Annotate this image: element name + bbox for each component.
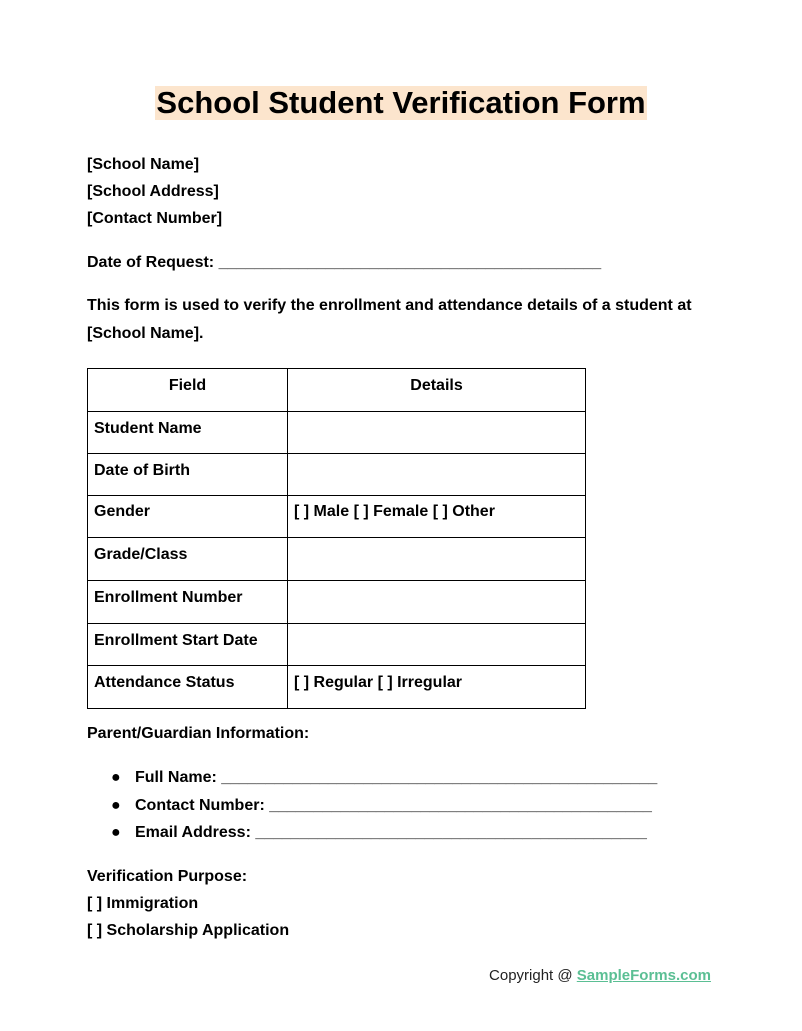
row-label: Enrollment Number [88, 581, 288, 624]
footer-copyright [489, 967, 711, 984]
row-label: Gender [88, 496, 288, 538]
verification-purpose-heading: Verification Purpose: [87, 868, 248, 885]
table-row [88, 454, 586, 496]
row-label: Student Name [88, 412, 288, 454]
row-value[interactable] [288, 454, 586, 496]
table-header-details: Details [288, 369, 586, 412]
intro-paragraph: This form is used to verify the enrollment and attendance details of a student at [School Name]. [87, 297, 692, 342]
row-value-gender[interactable]: [ ] Male [ ] Female [ ] Other [288, 496, 586, 538]
full-name-field[interactable]: Full Name: _________________________________________________ [135, 769, 658, 786]
table-row [88, 496, 586, 538]
bullet-icon: ● [111, 824, 121, 841]
table-row [88, 538, 586, 581]
bullet-icon: ● [111, 769, 121, 786]
option-immigration[interactable]: [ ] Immigration [87, 895, 199, 912]
copyright-text: Copyright @ [489, 967, 577, 984]
list-item[interactable] [87, 821, 657, 849]
list-item[interactable] [87, 766, 657, 794]
email-address-field[interactable]: Email Address: ____________________________________________ [135, 824, 647, 841]
row-label: Grade/Class [88, 538, 288, 581]
row-value[interactable] [288, 538, 586, 581]
row-value[interactable] [288, 581, 586, 624]
brand-link[interactable]: SampleForms.com [576, 967, 711, 984]
table-row [88, 624, 586, 666]
date-of-request-field[interactable]: Date of Request: ___________________________________________ [87, 254, 602, 271]
option-scholarship[interactable]: [ ] Scholarship Application [87, 922, 290, 939]
form-title: School Student Verification Form [156, 85, 646, 120]
contact-number-placeholder: [Contact Number] [87, 210, 223, 227]
school-name-placeholder: [School Name] [87, 156, 200, 173]
table-header-field: Field [88, 369, 288, 412]
list-item[interactable] [87, 794, 657, 822]
table-row [88, 412, 586, 454]
table-row [88, 666, 586, 709]
row-value-attendance[interactable]: [ ] Regular [ ] Irregular [288, 666, 586, 709]
contact-number-field[interactable]: Contact Number: ___________________________________________ [135, 796, 652, 814]
school-address-placeholder: [School Address] [87, 183, 219, 200]
bullet-icon: ● [111, 796, 121, 814]
row-value[interactable] [288, 624, 586, 666]
row-label: Date of Birth [88, 454, 288, 496]
parent-guardian-heading: Parent/Guardian Information: [87, 725, 310, 742]
student-details-table [87, 368, 586, 709]
table-row [88, 581, 586, 624]
row-value[interactable] [288, 412, 586, 454]
row-label: Attendance Status [88, 666, 288, 709]
parent-guardian-list [87, 766, 657, 849]
row-label: Enrollment Start Date [88, 624, 288, 666]
